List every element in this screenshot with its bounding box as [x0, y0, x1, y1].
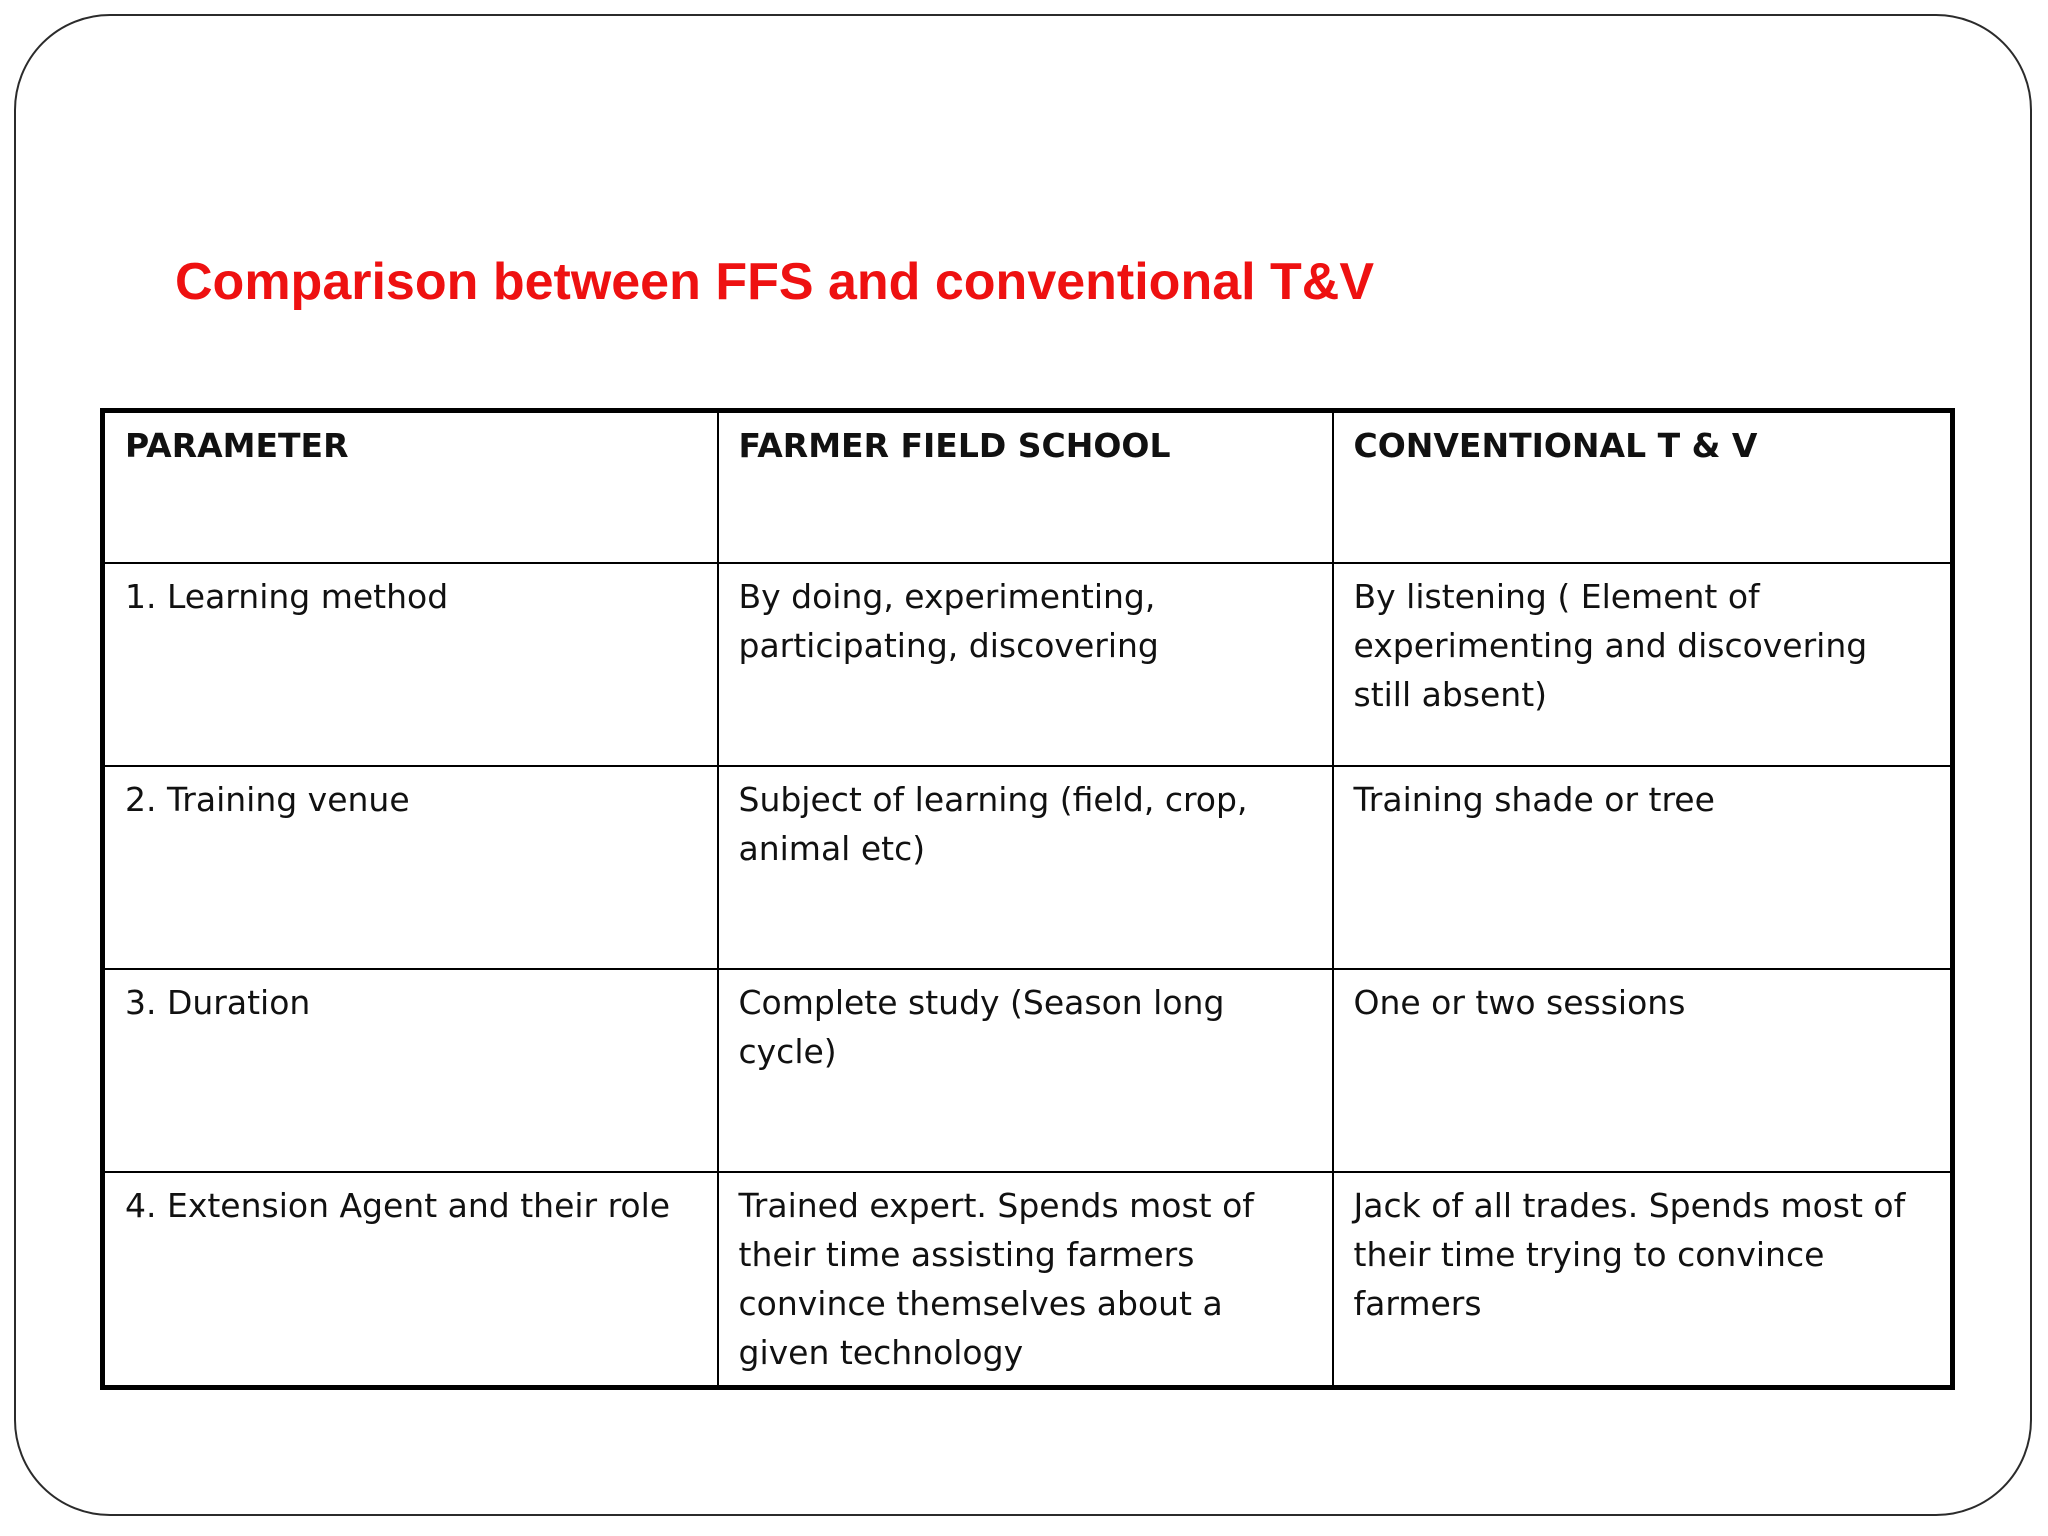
header-farmer-field-school: FARMER FIELD SCHOOL — [718, 411, 1333, 563]
header-conventional-tv: CONVENTIONAL T & V — [1333, 411, 1953, 563]
tv-cell: Jack of all trades. Spends most of their time trying to convince farmers — [1333, 1172, 1953, 1388]
ffs-cell: Complete study (Season long cycle) — [718, 969, 1333, 1172]
table-row — [103, 766, 1953, 969]
header-parameter: PARAMETER — [103, 411, 718, 563]
parameter-cell: 3. Duration — [103, 969, 718, 1172]
table-header-row — [103, 411, 1953, 563]
slide-title: Comparison between FFS and conventional T&V — [175, 253, 1375, 311]
table-row — [103, 969, 1953, 1172]
ffs-cell: By doing, experimenting, participating, discovering — [718, 563, 1333, 766]
tv-cell: By listening ( Element of experimenting and discovering still absent) — [1333, 563, 1953, 766]
ffs-cell: Trained expert. Spends most of their time assisting farmers convince themselves about a given technology — [718, 1172, 1333, 1388]
table-row — [103, 1172, 1953, 1388]
parameter-cell: 2. Training venue — [103, 766, 718, 969]
parameter-cell: 4. Extension Agent and their role — [103, 1172, 718, 1388]
parameter-cell: 1. Learning method — [103, 563, 718, 766]
comparison-table — [100, 408, 1955, 1390]
table-row — [103, 563, 1953, 766]
tv-cell: One or two sessions — [1333, 969, 1953, 1172]
tv-cell: Training shade or tree — [1333, 766, 1953, 969]
ffs-cell: Subject of learning (field, crop, animal etc) — [718, 766, 1333, 969]
